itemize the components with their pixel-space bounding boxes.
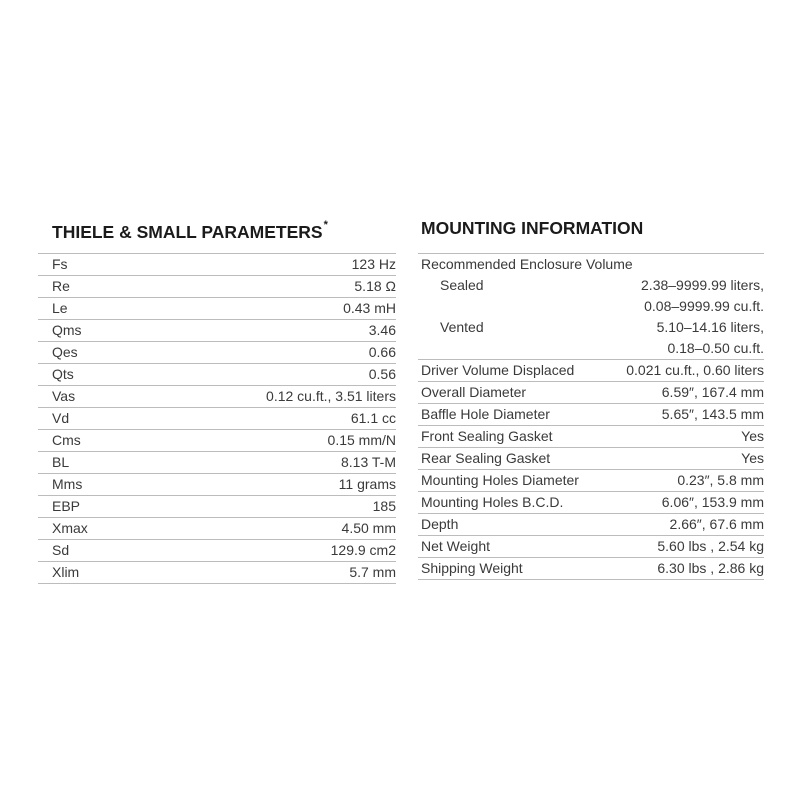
- param-row-re: [38, 276, 396, 298]
- sealed-liters: 2.38–9999.99 liters,: [641, 277, 764, 293]
- param-row-xlim: [38, 562, 396, 584]
- param-label: Sd: [52, 542, 70, 558]
- mounting-title: MOUNTING INFORMATION: [421, 218, 644, 238]
- param-value: 123 Hz: [351, 256, 396, 272]
- vented-row-cont: [418, 338, 764, 360]
- param-label: EBP: [52, 498, 81, 514]
- mount-label: Overall Diameter: [421, 384, 527, 400]
- vented-label: Vented: [440, 319, 484, 335]
- param-row-xmax: [38, 518, 396, 540]
- mount-row: [418, 360, 764, 382]
- param-value: 11 grams: [338, 476, 396, 492]
- mount-value: 6.06″, 153.9 mm: [661, 494, 764, 510]
- mount-label: Mounting Holes B.C.D.: [421, 494, 564, 510]
- param-row-qms: [38, 320, 396, 342]
- param-row-mms: [38, 474, 396, 496]
- mount-label: Mounting Holes Diameter: [421, 472, 579, 488]
- param-row-qes: [38, 342, 396, 364]
- mount-value: Yes: [741, 428, 764, 444]
- param-label: Qes: [52, 344, 78, 360]
- param-row-bl: [38, 452, 396, 474]
- param-value: 4.50 mm: [341, 520, 396, 536]
- mount-row: [418, 514, 764, 536]
- param-row-sd: [38, 540, 396, 562]
- param-value: 3.46: [368, 322, 396, 338]
- param-label: Xmax: [52, 520, 88, 536]
- param-label: Qms: [52, 322, 82, 338]
- mount-row: [418, 492, 764, 514]
- param-label: Re: [52, 278, 70, 294]
- mount-row: [418, 558, 764, 580]
- param-value: 61.1 cc: [350, 410, 396, 426]
- footnote-mark: *: [323, 219, 328, 231]
- mount-label: Shipping Weight: [421, 560, 523, 576]
- vented-cuft: 0.18–0.50 cu.ft.: [667, 340, 764, 356]
- sealed-row: [418, 275, 764, 296]
- param-label: Cms: [52, 432, 81, 448]
- thiele-small-table: [38, 253, 396, 584]
- mount-value: 5.65″, 143.5 mm: [661, 406, 764, 422]
- mount-row: [418, 448, 764, 470]
- mount-row: [418, 426, 764, 448]
- mount-label: Rear Sealing Gasket: [421, 450, 551, 466]
- enclosure-volume-label: Recommended Enclosure Volume: [421, 256, 633, 272]
- param-value: 0.56: [368, 366, 396, 382]
- param-value: 0.15 mm/N: [327, 432, 396, 448]
- param-row-vas: [38, 386, 396, 408]
- sealed-cuft: 0.08–9999.99 cu.ft.: [644, 298, 764, 314]
- param-label: Le: [52, 300, 68, 316]
- param-value: 0.43 mH: [343, 300, 396, 316]
- thiele-small-section: [38, 213, 396, 584]
- thiele-small-title-text: THIELE & SMALL PARAMETERS: [52, 221, 323, 242]
- param-label: Vas: [52, 388, 76, 404]
- param-row-le: [38, 298, 396, 320]
- mount-label: Driver Volume Displaced: [421, 362, 575, 378]
- param-label: Fs: [52, 256, 68, 272]
- mount-row: [418, 404, 764, 426]
- param-value: 5.7 mm: [349, 564, 396, 580]
- mount-label: Net Weight: [421, 538, 490, 554]
- mounting-section: [418, 213, 764, 580]
- mount-row: [418, 470, 764, 492]
- vented-liters: 5.10–14.16 liters,: [656, 319, 764, 335]
- mount-value: 6.59″, 167.4 mm: [661, 384, 764, 400]
- sealed-row-cont: [418, 296, 764, 317]
- param-row-ebp: [38, 496, 396, 518]
- mount-value: 0.021 cu.ft., 0.60 liters: [626, 362, 764, 378]
- param-row-vd: [38, 408, 396, 430]
- mount-value: 5.60 lbs , 2.54 kg: [657, 538, 764, 554]
- param-row-fs: [38, 254, 396, 276]
- param-label: Mms: [52, 476, 83, 492]
- param-value: 8.13 T-M: [341, 454, 396, 470]
- enclosure-volume-row: [418, 254, 764, 275]
- mount-value: 0.23″, 5.8 mm: [677, 472, 764, 488]
- param-value: 0.12 cu.ft., 3.51 liters: [266, 388, 396, 404]
- param-label: Vd: [52, 410, 70, 426]
- sealed-label: Sealed: [440, 277, 484, 293]
- param-value: 129.9 cm2: [330, 542, 396, 558]
- param-value: 0.66: [368, 344, 396, 360]
- param-value: 5.18 Ω: [354, 278, 396, 294]
- vented-row: [418, 317, 764, 338]
- param-label: Xlim: [52, 564, 80, 580]
- mount-value: 2.66″, 67.6 mm: [669, 516, 764, 532]
- param-label: BL: [52, 454, 70, 470]
- param-value: 185: [372, 498, 396, 514]
- mount-value: Yes: [741, 450, 764, 466]
- param-row-cms: [38, 430, 396, 452]
- param-label: Qts: [52, 366, 74, 382]
- mount-label: Depth: [421, 516, 459, 532]
- param-row-qts: [38, 364, 396, 386]
- mount-value: 6.30 lbs , 2.86 kg: [657, 560, 764, 576]
- mount-row: [418, 536, 764, 558]
- mount-row: [418, 382, 764, 404]
- mount-label: Baffle Hole Diameter: [421, 406, 550, 422]
- mount-label: Front Sealing Gasket: [421, 428, 553, 444]
- mounting-table: [418, 253, 764, 580]
- thiele-small-title: [38, 213, 396, 253]
